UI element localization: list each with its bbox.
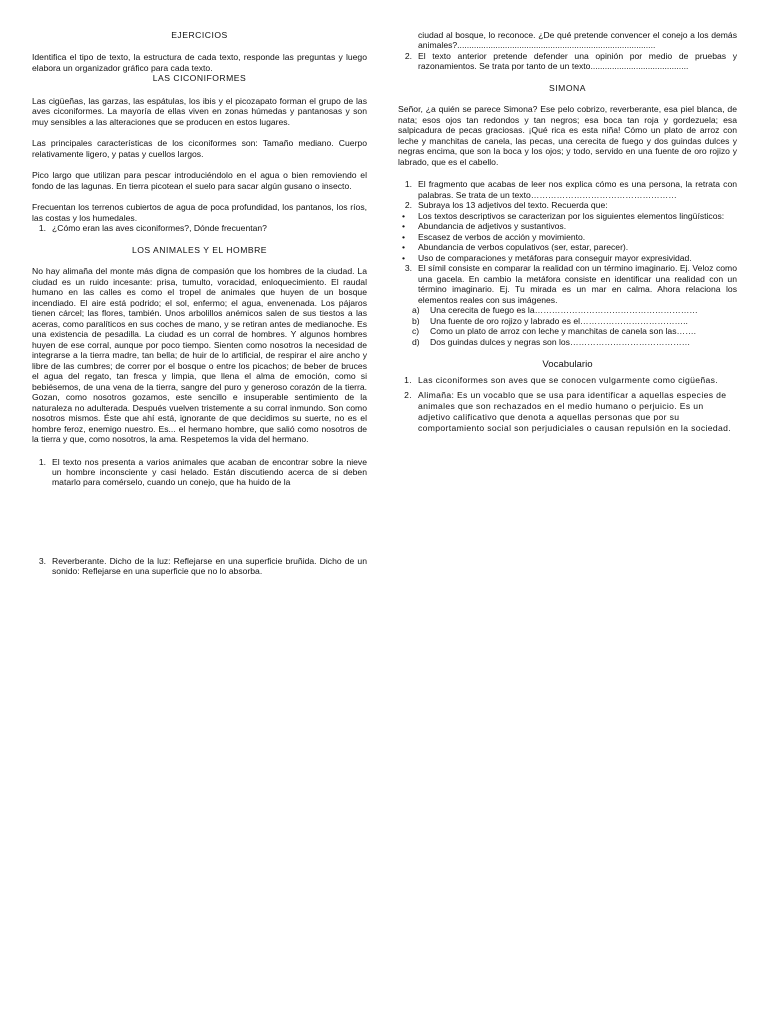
bullet-list [398,211,737,263]
sub-text: Una fuente de oro rojizo y labrado es el……………………………….. [430,315,688,326]
list-number: 2. [404,50,412,61]
simile-list [398,263,737,347]
list-number: 1. [38,456,46,467]
bullet-item [398,253,737,263]
list-item [32,556,367,577]
vocabulary-heading: Vocabulario [542,359,593,371]
ciconiformes-heading: LAS CICONIFORMES [152,73,247,84]
animales-list [32,457,367,488]
animales-heading: LOS ANIMALES Y EL HOMBRE [131,244,268,255]
ciconiformes-paragraph-2: Las principales características de los ciconiformes son: Tamaño mediano. Cuerpo relativamente ligero, y patas y cuellos largos. [32,138,367,159]
bullet-item [398,232,737,242]
sub-label: c) [412,326,420,337]
list-number: 3. [404,263,412,274]
list-number: 1. [404,374,412,385]
bullet-text: Abundancia de adjetivos y sustantivos. [418,221,567,232]
simona-paragraph: Señor, ¿a quién se parece Simona? Ese pelo cobrizo, reverberante, esa piel blanca, de nata; esos ojos tan redondos y tan negros; esa boca tan roja y gordezuela; esa salpicadura de pecas graciosas. ¡Qué rica es esta niña! Cómo un plato de arroz con leche y manchitas de canela, las pecas, una cerecita de fuego y dos guindas dulces y negras encima, que son la boca y los ojos; y todo, servido en una fuente de oro rojizo y labrado, que es el cabello. [398,104,737,167]
sub-item [398,326,737,336]
list-item [398,375,737,386]
bullet-text: Los textos descriptivos se caracterizan por los siguientes elementos lingüísticos: [418,210,725,221]
list-number: 2. [404,389,412,400]
list-number: 1. [404,179,412,190]
sub-item [398,316,737,326]
sub-label: a) [412,305,420,316]
list-item [398,390,737,434]
animales-paragraph: No hay alimaña del monte más digna de compasión que los hombres de la ciudad. La ciudad es un ruido incesante: prisa, tumulto, voracidad, enloquecimiento. El raudal humano en las calles es como el tropel de animales que huyen de un bosque incendiado. El aire está podrido; el sol, enfermo; el agua, envenenada. Los pájaros tienen cárcel; las flores, también. Unos arbolillos anémicos salen de sus tiestos a las aceras, como paralíticos en sus coches de mano, y se retiran antes de medianoche. Es una existencia de pesadilla. La ciudad es un corral de hombres. Y algunos hombres huyen de ese corral, aunque por poco tiempo. Sienten como nosotros la necesidad de integrarse a la tierra madre, tan bella; de huir de lo artificial, de respirar el aire ancho y libre de las cumbres; de correr por el bosque o entre los picachos; de beber de bruces el agua del regato, tan fresca y limpia, que llena el alma de emoción, como si bebiésemos, de una vena de la tierra, sangre del puro y generoso corazón de la tierra. Gozan, como nosotros gozamos, este sencillo e insuperable sentimiento de la naturaleza no adulterada. Después vuelven tristemente a su corral inmundo. Son como nosotros mismos. Éste que ahí está, ignorante de que decidimos su suerte, no es el hombre feroz, enemigo nuestro. Es... el hermano hombre, que salió como nosotros de la tierra y que, como nosotros, la ama. Respetemos la vida del hermano. [32,266,367,445]
list-item [398,263,737,305]
exercises-title: EJERCICIOS [171,30,228,40]
sub-item [398,337,737,347]
bullet-dot-icon: • [402,252,406,263]
bullet-dot-icon: • [402,242,406,253]
sub-text: Dos guindas dulces y negras son los…………………………………… [430,336,691,347]
list-item [32,223,367,233]
left-column [32,0,367,577]
list-item-text: Alimaña: Es un vocablo que se usa para identificar a aquellas especies de animales que son rechazados en el medio humano o perjuicio. Es un adjetivo calificativo que denota a aquellas personas que por su comportamiento social son perjudiciales o causan repulsión en la sociedad. [418,389,732,433]
list-item [398,179,737,200]
simona-heading: SIMONA [549,82,586,93]
list-item-continued [398,30,737,51]
bullet-text: Uso de comparaciones y metáforas para conseguir mayor expresividad. [418,252,692,263]
question-text: ¿Cómo eran las aves ciconiformes?, Dónde frecuentan? [52,223,267,234]
list-item-text: Las ciconiformes son aves que se conocen vulgarmente como cigüeñas. [418,374,719,385]
sub-text: Una cerecita de fuego es la………………………………………………… [430,305,698,316]
list-item [32,457,367,488]
list-item [398,51,737,72]
simona-exercise-list [398,179,737,210]
bullet-dot-icon: • [402,221,406,232]
list-number: 1. [38,223,46,234]
bullet-text: Escasez de verbos de acción y movimiento. [418,231,586,242]
ciconiformes-paragraph-3: Pico largo que utilizan para pescar introduciéndolo en el agua o bien removiendo el fondo de las lagunas. En tierra picotean el suelo para sacar algún gusano o insecto. [32,170,367,191]
vocabulary-list [398,375,737,434]
list-item-text: ciudad al bosque, lo reconoce. ¿De qué pretende convencer el conejo a los demás animales?................................................................................... [418,30,737,51]
bullet-dot-icon: • [402,210,406,221]
list-item-text: El texto anterior pretende defender una opinión por medio de pruebas y razonamientos. Se trata por tanto de un texto......................................... [418,50,737,72]
bullet-item [398,211,737,221]
bullet-item [398,242,737,252]
list-item-text: El texto nos presenta a varios animales que acaban de encontrar sobre la nieve un hombre inconsciente y casi helado. Están discutiendo acerca de si deben matarlo para comérselo, cuando un conejo, que ha huido de la [52,456,367,488]
bullet-text: Abundancia de verbos copulativos (ser, estar, parecer). [418,242,629,253]
list-item [398,200,737,210]
question-list-1 [32,223,367,233]
right-column [398,0,737,434]
list-item-text: El fragmento que acabas de leer nos explica cómo es una persona, la retrata con palabras. Se trata de un texto…………………………………………… [418,179,737,200]
sub-text: Como un plato de arroz con leche y manchitas de canela son las……. [430,326,697,337]
sub-label: d) [412,336,420,347]
list-item-text: El símil consiste en comparar la realidad con un término imaginario. Ej. Veloz como una gacela. En cambio la metáfora consiste en identificar una realidad con un término imaginario. Ej. Tu mirada es un mar en calma. Ahora relaciona los elementos reales con sus imágenes. [418,263,737,305]
bullet-dot-icon: • [402,231,406,242]
list-item-text: Reverberante. Dicho de la luz: Reflejarse en una superficie bruñida. Dicho de un sonido: Reflejarse en una superficie que no lo absorba. [52,555,367,577]
intro-paragraph: Identifica el tipo de texto, la estructura de cada texto, responde las preguntas y luego elabora un organizador gráfico para cada texto. [32,52,367,73]
sub-label: b) [412,315,420,326]
ciconiformes-paragraph-4: Frecuentan los terrenos cubiertos de agua de poca profundidad, los pantanos, los ríos, las costas y los humedales. [32,202,367,223]
bullet-item [398,221,737,231]
definition-list [32,556,367,577]
ciconiformes-paragraph-1: Las cigüeñas, las garzas, las espátulas, los ibis y el picozapato forman el grupo de las aves ciconiformes. La mayoría de ellas viven en zonas húmedas y pantanosas y son muy sensibles a las alteraciones que se producen en estos lugares. [32,95,367,127]
list-item-text: Subraya los 13 adjetivos del texto. Recuerda que: [418,200,608,211]
sub-item [398,305,737,315]
list-number: 2. [404,200,412,211]
continued-list [398,30,737,72]
list-number: 3. [38,555,46,566]
